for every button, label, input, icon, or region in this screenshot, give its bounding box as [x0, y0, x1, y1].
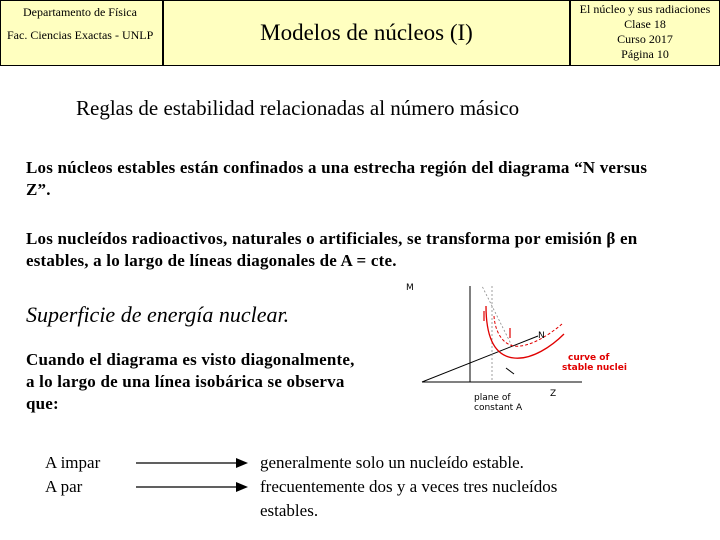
- odd-a-label: A impar: [45, 453, 101, 472]
- even-a-result-line2: estables.: [260, 501, 319, 520]
- page-number: Página 10: [621, 47, 669, 61]
- curve-label-1: curve of: [568, 353, 610, 363]
- paragraph-beta-emission: Los nucleídos radioactivos, naturales o artificiales, se transforma por emisión β en estables, a lo largo de líneas diagonales de A = cte.: [26, 229, 638, 270]
- n-axis-label: N: [538, 331, 545, 341]
- header-right-box: [570, 0, 720, 66]
- m-axis-label: M: [406, 283, 414, 293]
- arrow-right-icon: [136, 457, 248, 469]
- n-axis-line: [422, 336, 538, 382]
- even-a-label: A par: [45, 477, 83, 496]
- arrow-right-icon: [136, 481, 248, 493]
- faculty-label: Fac. Ciencias Exactas - UNLP: [7, 28, 154, 42]
- class-number: Clase 18: [624, 17, 666, 31]
- course-name: El núcleo y sus radiaciones: [579, 2, 711, 16]
- even-a-result-line1: frecuentemente dos y a veces tres nucleídos: [260, 477, 558, 496]
- section-subtitle: Reglas de estabilidad relacionadas al número másico: [76, 96, 520, 120]
- curve-label-2: stable nuclei: [562, 363, 627, 373]
- odd-a-result: generalmente solo un nucleído estable.: [260, 453, 524, 472]
- paragraph-isobaric-view: Cuando el diagrama es visto diagonalmente, a lo largo de una línea isobárica se observa que:: [26, 350, 355, 413]
- nuclear-energy-surface-diagram: [402, 276, 632, 416]
- paragraph-stable-region: Los núcleos estables están confinados a una estrecha región del diagrama “N versus Z”.: [26, 158, 648, 199]
- header-left-box: [0, 0, 163, 66]
- course-year: Curso 2017: [617, 32, 673, 46]
- department-label: Departamento de Física: [23, 5, 137, 19]
- page-title: Modelos de núcleos (I): [260, 20, 473, 45]
- z-axis-label: Z: [550, 389, 557, 399]
- plane-label-2: constant A: [474, 403, 523, 413]
- plane-label-1: plane of: [474, 393, 511, 403]
- header-title-box: [163, 0, 570, 66]
- plane-pointer: [506, 368, 514, 374]
- energy-surface-heading: Superficie de energía nuclear.: [26, 302, 290, 327]
